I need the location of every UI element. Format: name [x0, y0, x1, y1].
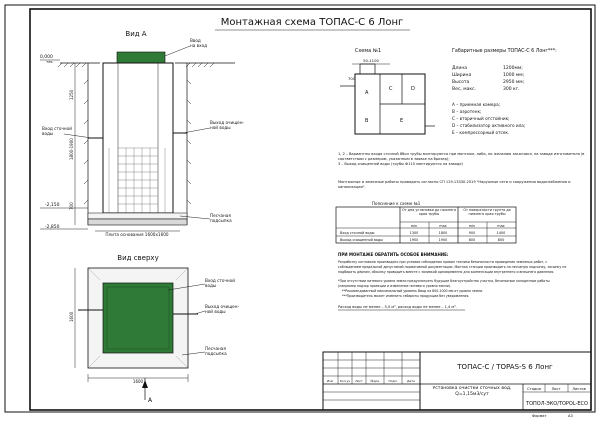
- outlet-label: Выход очищен-ной воды: [210, 120, 244, 130]
- warning-line-0: Разработку котлована производить при условии соблюдения правил техники безопасности проведения земляных работ, с: [338, 260, 548, 264]
- stamp-company: ТОПОЛ-ЭКО/TOPOL-ECO: [526, 401, 588, 407]
- zone-e: E: [400, 118, 404, 124]
- top-outlet-label: Выход очищен-ной воды: [205, 304, 239, 314]
- spec-label-1: Ширина: [452, 73, 472, 78]
- unit-3: max: [497, 224, 505, 228]
- inlet-left-label: Вход сточной воды: [42, 126, 72, 136]
- dim-a: 1250: [69, 89, 74, 100]
- stamp-col-0: Изм: [326, 379, 334, 383]
- warning-line-5: **Рекомендованный максимальный уровень Ввод на 800-1000 мм от уровня земли.: [342, 289, 484, 293]
- stamp-col-4: Подп.: [388, 379, 398, 383]
- legend-3: D – стабилизатор активного ила;: [452, 123, 526, 128]
- cell-0-3: 1400: [496, 231, 506, 235]
- spec-label-3: Вес, макс.: [452, 87, 476, 92]
- table-col1: От дна установки до нижнего края трубы: [401, 208, 457, 216]
- scheme-dim-2: 700: [348, 76, 356, 81]
- warning-line-4: (например надзор проекции и изменение нитевого уровня земли).: [338, 284, 452, 288]
- sheet-title: Монтажная схема ТОПАС-С 6 Лонг: [220, 17, 404, 28]
- dim-b: 1800-1900: [69, 138, 74, 160]
- slab-label: Плита основания 1600х1600: [105, 232, 169, 237]
- unit-2: min: [468, 224, 476, 228]
- table-caption: Пояснение к схеме №1: [372, 201, 421, 206]
- unit-0: min: [410, 224, 418, 228]
- stamp-col-5: Дата: [407, 379, 415, 383]
- top-inlet-label: Вход сточной воды: [205, 278, 235, 288]
- sand-label: Песчаная подсыпка: [210, 213, 232, 223]
- format-label: Формат: [532, 414, 547, 418]
- zone-d: D: [411, 86, 415, 92]
- warning-line-1: соблюдением предельной допустимой нормативной документации. Монтаж станции производить на песчаную подсыпку, засыпку не: [338, 265, 567, 269]
- view-a-label: Вид А: [125, 30, 147, 38]
- spec-value-1: 1000 мм;: [503, 73, 525, 78]
- dim-height: 1600: [69, 311, 74, 322]
- note-1: 1, 2 – Вариантны входа сточной 8бол трубы монтируются при монтаже, либо, по желанию заказчика, на заводе изготовителя (в соответствии с размером, указанным в заявке на бризер);: [338, 152, 585, 161]
- cell-1-1: 1900: [438, 238, 448, 242]
- table-row-1-label: Выход очищенной воды: [340, 238, 383, 242]
- zone-c: C: [389, 86, 393, 92]
- spec-label-2: Высота: [452, 80, 470, 85]
- tank-top: [103, 283, 173, 353]
- level-bottom: -2,850: [45, 225, 60, 230]
- cell-1-2: 800: [468, 238, 476, 242]
- legend-2: С – вторичный отстойник;: [452, 116, 510, 121]
- stamp-col-1: Кол.уч: [339, 379, 351, 383]
- dim-c: 700: [69, 202, 74, 210]
- stamp-col-2: Лист: [355, 379, 363, 383]
- notes: [338, 152, 588, 196]
- note-3: 3 – Выход очищенной воды (трубы Ф110 монтируются на заводе): [338, 161, 463, 166]
- table-row-0-label: Вход сточной воды: [340, 231, 375, 235]
- view-top-label: Вид сверху: [117, 254, 159, 262]
- warning-footer: Расход воды не менее – 5,0 м³, расход воды не менее – 1,4 м³.: [338, 305, 457, 309]
- cell-0-2: 900: [468, 231, 476, 235]
- scheme-1: [340, 48, 435, 134]
- warning-line-6: ***Производитель может изменить габариты продукции без уведомления.: [342, 294, 470, 298]
- cell-0-1: 1800: [438, 231, 448, 235]
- warning-line-2: подбирать дёрном, обсыпку проводить вместе с заливкой одновременно для компенсации внутреннего и внешнего давления.: [338, 270, 555, 274]
- table-col2: От поверхности грунта до нижнего края трубы: [463, 208, 511, 216]
- view-a: [40, 30, 244, 237]
- title-block: [323, 352, 591, 410]
- spec-value-3: 300 кг.: [503, 87, 520, 92]
- top-sand-label: Песчаная подсыпка: [205, 346, 227, 356]
- specs: [452, 48, 557, 135]
- level-top: 0,000: [40, 55, 53, 60]
- level-mid: -2,150: [45, 203, 60, 208]
- zone-b: B: [365, 118, 369, 124]
- cell-1-3: 800: [497, 238, 505, 242]
- stage-header-0: Стадия: [527, 387, 541, 391]
- scheme-label: Схема №1: [354, 48, 382, 54]
- zone-a: А: [365, 90, 369, 96]
- stamp-product: ТОПАС-С / TOPAS-S 6 Лонг: [457, 363, 553, 371]
- level-top-note: тек: [46, 59, 53, 64]
- tank-grid: [109, 148, 165, 213]
- lid: [117, 52, 165, 63]
- specs-header: Габаритные размеры ТОПАС-С 6 Лонг***:: [452, 49, 557, 54]
- warning-title: ПРИ МОНТАЖЕ ОБРАТИТЬ ОСОБОЕ ВНИМАНИЕ:: [338, 252, 449, 257]
- warning-block: [338, 252, 566, 310]
- view-top: [69, 254, 239, 404]
- warning-line-3: *При отсутствии нитевого уровня земли предусмотреть будущие благоустройства участка, безопасные колодезные работы: [338, 279, 550, 283]
- spec-label-0: Длина: [452, 66, 468, 71]
- legend-1: В – аэротенк;: [452, 109, 482, 114]
- stage-header-2: Листов: [572, 387, 586, 391]
- stamp-description: Установка очистки сточных вод, Q=1,15м3/сут: [432, 386, 512, 397]
- inlet-top-label: Ввод на вход: [190, 38, 208, 48]
- cell-1-0: 1900: [409, 238, 419, 242]
- spec-value-2: 2950 мм;: [503, 80, 525, 85]
- spec-value-0: 1200мм;: [503, 66, 523, 71]
- arrow-a-label: А: [148, 397, 153, 404]
- unit-1: max: [439, 224, 447, 228]
- stage-header-1: Лист: [551, 387, 561, 391]
- legend-4: Е – компрессорный отсек.: [452, 130, 510, 135]
- format-value: А3: [568, 414, 573, 418]
- scheme-dim-1: 50-1100: [363, 58, 379, 63]
- note-4: Монтажные и земляные работы проводить согласно СП 129.13330.2019 "Наружные сети и сооружения водоснабжения и канализации".: [338, 180, 571, 189]
- stamp-col-3: №док: [370, 379, 380, 383]
- pipe-table: [336, 201, 516, 243]
- legend-0: А – приемная камера;: [452, 102, 501, 107]
- cell-0-0: 1300: [409, 231, 419, 235]
- dim-width: 1600: [132, 379, 144, 384]
- tank-body: [103, 63, 173, 213]
